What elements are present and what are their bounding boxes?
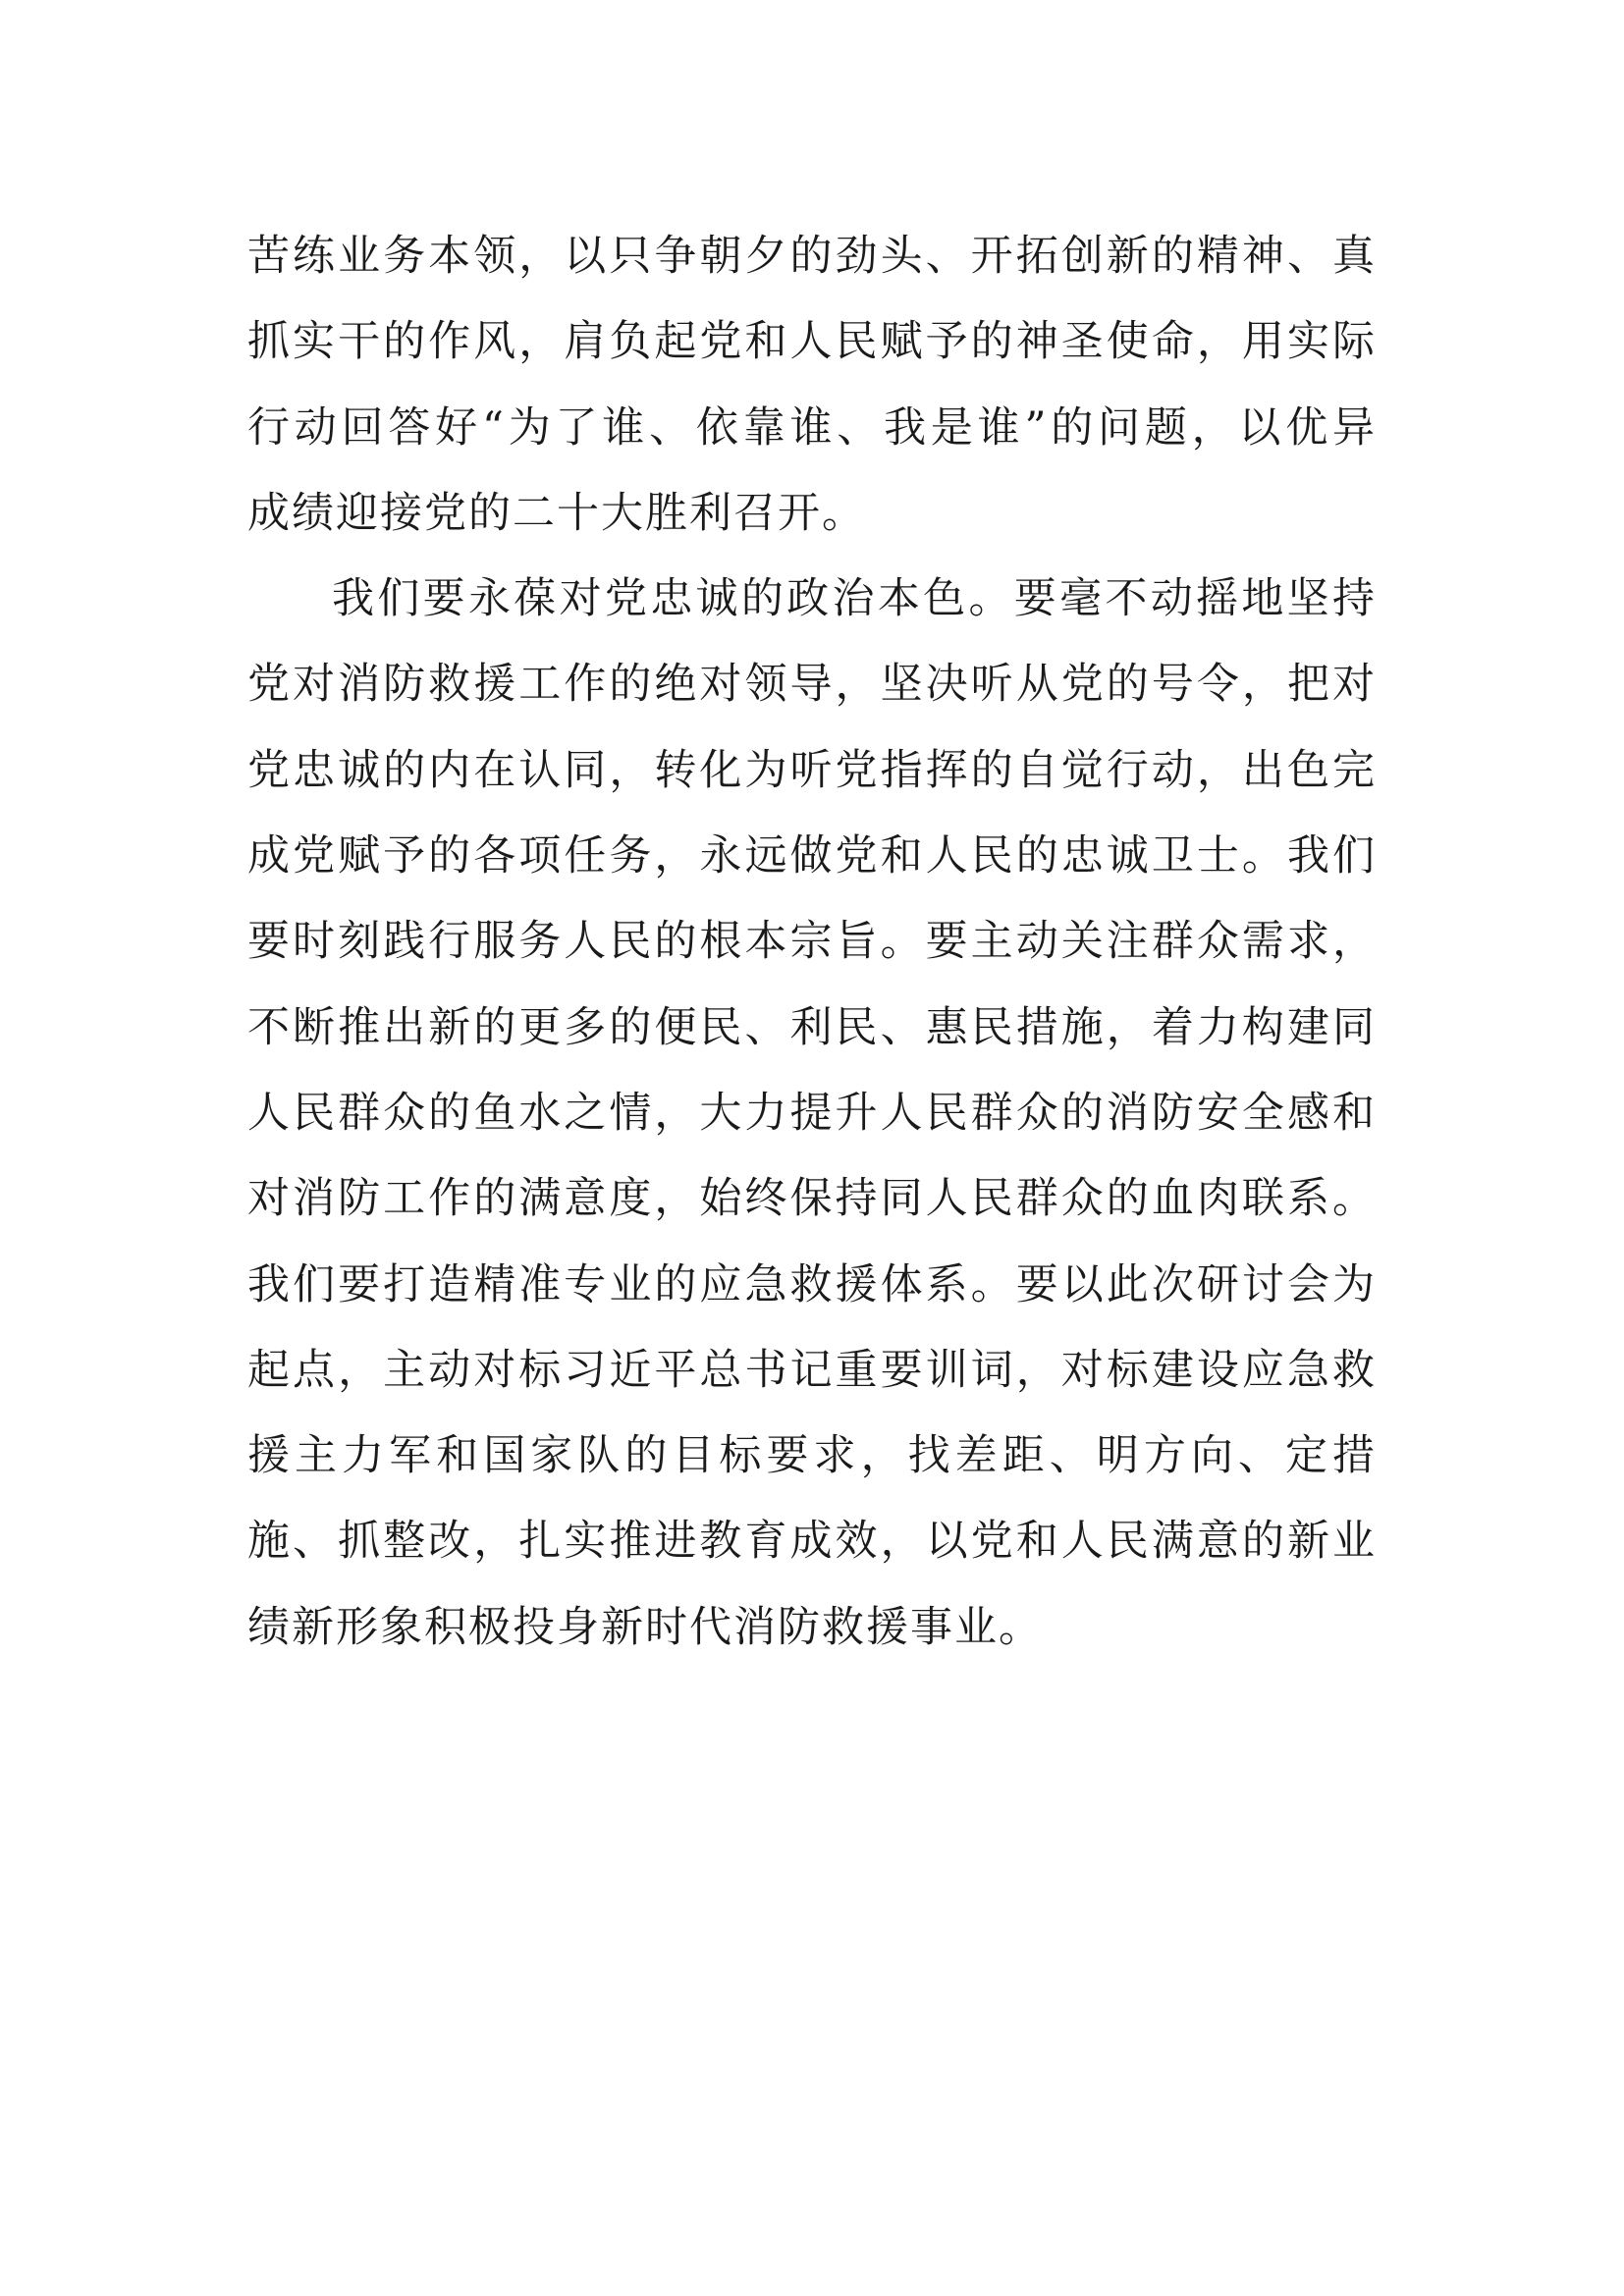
body-text (247, 214, 1377, 1671)
text-line: 行动回答好“为了谁、依靠谁、我是谁”的问题，以优异 (247, 402, 1377, 453)
text-line: 我们要打造精准专业的应急救援体系。要以此次研讨会为 (247, 1259, 1377, 1309)
text-line: 党对消防救援工作的绝对领导，坚决听从党的号令，把对 (247, 660, 1377, 710)
text-line: 我们要永葆对党忠诚的政治本色。要毫不动摇地坚持 (332, 574, 1377, 624)
text-line: 绩新形象积极投身新时代消防救援事业。 (247, 1602, 1043, 1652)
text-line: 对消防工作的满意度，始终保持同人民群众的血肉联系。 (247, 1174, 1377, 1224)
text-line: 苦练业务本领，以只争朝夕的劲头、开拓创新的精神、真 (247, 232, 1377, 281)
text-line: 成绩迎接党的二十大胜利召开。 (247, 488, 866, 538)
text-line: 不断推出新的更多的便民、利民、惠民措施，着力构建同 (247, 1002, 1377, 1052)
text-line: 起点，主动对标习近平总书记重要训词，对标建设应急救 (247, 1345, 1377, 1395)
text-line: 要时刻践行服务人民的根本宗旨。要主动关注群众需求， (247, 917, 1377, 967)
text-line: 施、抓整改，扎实推进教育成效，以党和人民满意的新业 (247, 1517, 1377, 1567)
text-line: 成党赋予的各项任务，永远做党和人民的忠诚卫士。我们 (247, 831, 1377, 881)
text-line: 抓实干的作风，肩负起党和人民赋予的神圣使命，用实际 (247, 317, 1377, 367)
text-line: 党忠诚的内在认同，转化为听党指挥的自觉行动，出色完 (247, 745, 1377, 795)
text-line: 援主力军和国家队的目标要求，找差距、明方向、定措 (247, 1431, 1377, 1481)
text-line: 人民群众的鱼水之情，大力提升人民群众的消防安全感和 (247, 1088, 1377, 1138)
